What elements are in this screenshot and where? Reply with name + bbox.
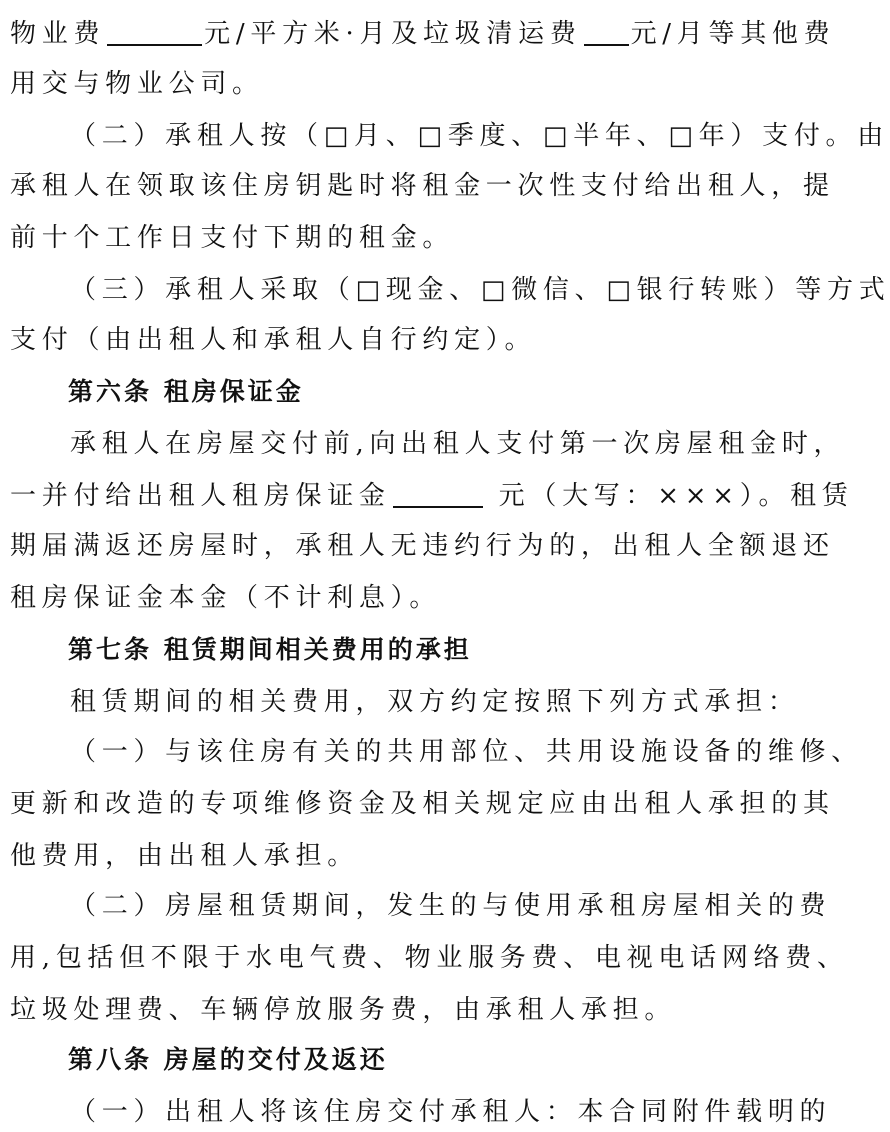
line-text: 元（大写：×××）。租赁 [484,481,854,511]
paragraph-line: 承租人在房屋交付前,向出租人支付第一次房屋租金时， [70,429,846,459]
paragraph-line: （一）与该住房有关的共用部位、共用设施设备的维修、 [70,737,864,767]
line-text: 元/平方米·月及垃圾清运费 [204,19,582,49]
fill-in-blank [584,14,629,46]
paragraph-line: 期届满返还房屋时，承租人无违约行为的，出租人全额退还 [10,531,835,561]
paragraph-line [10,476,854,516]
paragraph-line: 承租人在领取该住房钥匙时将租金一次性支付给出租人，提 [10,171,835,201]
section-heading: 第六条 租房保证金 [68,377,304,406]
fill-in-blank [107,14,202,46]
paragraph-line: （二）房屋租赁期间，发生的与使用承租房屋相关的费 [70,891,832,921]
section-heading: 第七条 租赁期间相关费用的承担 [68,635,472,664]
paragraph-line: 支付（由出租人和承租人自行约定）。 [10,325,537,355]
paragraph-line: （三）承租人采取（□现金、□微信、□银行转账）等方式 [70,275,890,305]
line-text: 一并付给出租人租房保证金 [10,481,391,511]
paragraph-line: 租赁期间的相关费用，双方约定按照下列方式承担： [70,687,800,717]
paragraph-line: 前十个工作日支付下期的租金。 [10,223,455,253]
fill-in-blank [393,476,483,508]
section-heading: 第八条 房屋的交付及返还 [68,1045,388,1074]
paragraph-line: 用交与物业公司。 [10,69,264,99]
paragraph-line: 更新和改造的专项维修资金及相关规定应由出租人承担的其 [10,789,835,819]
paragraph-line [10,14,836,54]
paragraph-line: 垃圾处理费、车辆停放服务费，由承租人承担。 [10,995,677,1025]
line-text: 物业费 [10,19,106,49]
paragraph-line: 租房保证金本金（不计利息）。 [10,583,442,613]
line-text: 元/月等其他费 [630,19,836,49]
paragraph-line: 用,包括但不限于水电气费、物业服务费、电视电话网络费、 [10,943,849,973]
paragraph-line: 他费用，由出租人承担。 [10,841,359,871]
paragraph-line: （二）承租人按（□月、□季度、□半年、□年）支付。由 [70,121,889,151]
paragraph-line: （一）出租人将该住房交付承租人：本合同附件载明的 [70,1097,832,1127]
